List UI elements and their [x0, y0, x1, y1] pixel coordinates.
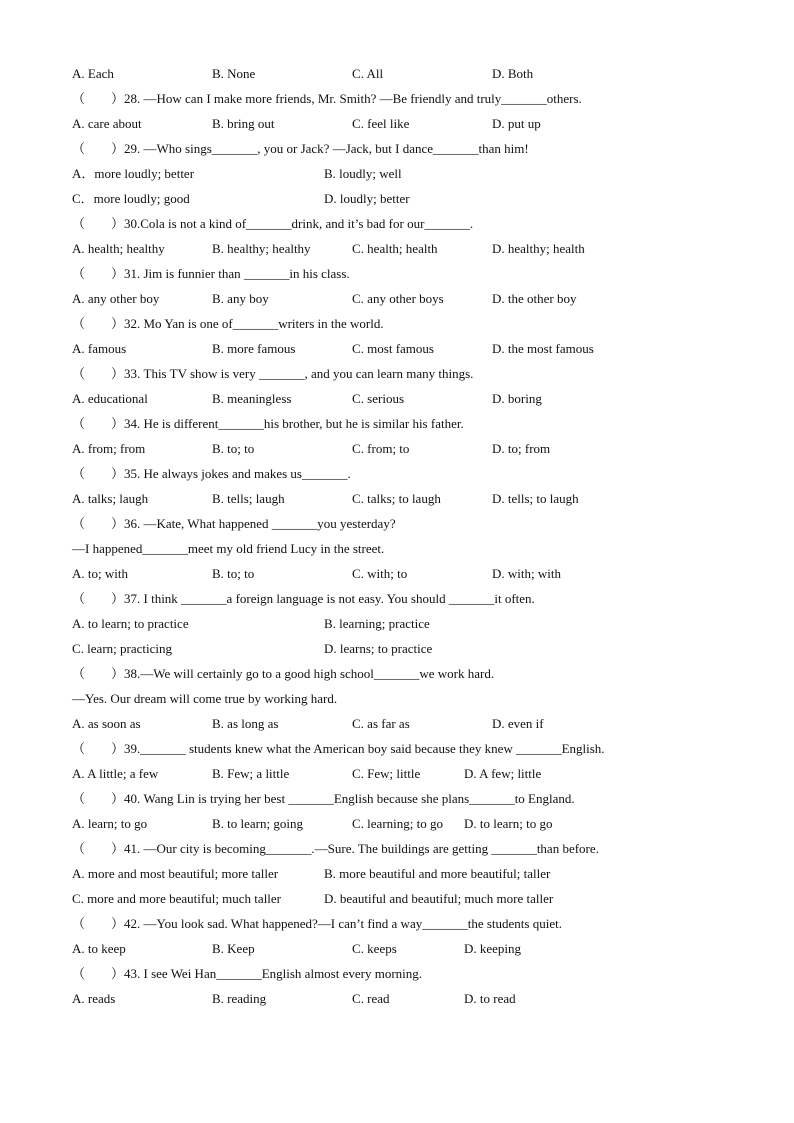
- answer-option: C. serious: [352, 391, 404, 406]
- question-text: （ ）37. I think _______a foreign language is not easy. You should _______it often.: [72, 591, 535, 606]
- answer-option: B. meaningless: [212, 391, 292, 406]
- question-line: [72, 589, 732, 609]
- question-line: [72, 964, 732, 984]
- answer-option: C. learning; to go: [352, 816, 443, 831]
- question-text: （ ）30.Cola is not a kind of_______drink, and it’s bad for our_______.: [72, 216, 474, 231]
- answer-option: D. tells; to laugh: [492, 491, 579, 506]
- answer-option: D. learns; to practice: [324, 641, 433, 656]
- options-row: [72, 814, 732, 834]
- answer-option: B. to; to: [212, 566, 255, 581]
- question-text: （ ）29. —Who sings_______, you or Jack? —Jack, but I dance_______than him!: [72, 141, 529, 156]
- answer-option: B. bring out: [212, 116, 275, 131]
- answer-option: D. A few; little: [464, 766, 542, 781]
- answer-option: C. read: [352, 991, 390, 1006]
- options-row: [72, 239, 732, 259]
- answer-option: B. to; to: [212, 441, 255, 456]
- question-line: [72, 464, 732, 484]
- answer-option: B. tells; laugh: [212, 491, 285, 506]
- answer-option: B. Keep: [212, 941, 255, 956]
- answer-option: C. All: [352, 66, 384, 81]
- question-text: （ ）38.—We will certainly go to a good high school_______we work hard.: [72, 666, 495, 681]
- question-line: [72, 664, 732, 684]
- answer-option: C. learn; practicing: [72, 641, 172, 656]
- answer-option: B. as long as: [212, 716, 279, 731]
- question-line: [72, 214, 732, 234]
- answer-option: D. beautiful and beautiful; much more taller: [324, 891, 554, 906]
- answer-option: D. keeping: [464, 941, 522, 956]
- options-row: [72, 889, 732, 909]
- options-row: [72, 564, 732, 584]
- question-continuation: [72, 689, 732, 709]
- question-line: [72, 514, 732, 534]
- question-line: [72, 414, 732, 434]
- question-line: [72, 839, 732, 859]
- answer-option: C. as far as: [352, 716, 410, 731]
- answer-option: B. more famous: [212, 341, 296, 356]
- answer-option: A. from; from: [72, 441, 146, 456]
- question-line: [72, 264, 732, 284]
- answer-option: A. to keep: [72, 941, 126, 956]
- answer-option: B. more beautiful and more beautiful; taller: [324, 866, 551, 881]
- answer-option: A. reads: [72, 991, 116, 1006]
- answer-option: A. A little; a few: [72, 766, 159, 781]
- answer-option: A. to learn; to practice: [72, 616, 189, 631]
- answer-option: C. talks; to laugh: [352, 491, 441, 506]
- answer-option: C. with; to: [352, 566, 408, 581]
- answer-option: A. any other boy: [72, 291, 160, 306]
- answer-option: C．more loudly; good: [72, 191, 190, 206]
- question-text: （ ）36. —Kate, What happened _______you yesterday?: [72, 516, 396, 531]
- options-row: [72, 64, 732, 84]
- question-text: （ ）32. Mo Yan is one of_______writers in the world.: [72, 316, 384, 331]
- answer-option: C. most famous: [352, 341, 434, 356]
- answer-option: D. with; with: [492, 566, 561, 581]
- answer-option: D. put up: [492, 116, 541, 131]
- question-line: [72, 314, 732, 334]
- question-line: [72, 139, 732, 159]
- options-row: [72, 614, 732, 634]
- answer-option: B. any boy: [212, 291, 269, 306]
- question-text: （ ）39._______ students knew what the American boy said because they knew _______English.: [72, 741, 605, 756]
- answer-option: B. None: [212, 66, 256, 81]
- options-row: [72, 989, 732, 1009]
- answer-option: D. boring: [492, 391, 542, 406]
- options-row: [72, 164, 732, 184]
- answer-option: D. the other boy: [492, 291, 577, 306]
- options-row: [72, 639, 732, 659]
- answer-option: B. learning; practice: [324, 616, 430, 631]
- options-row: [72, 389, 732, 409]
- answer-option: D. loudly; better: [324, 191, 410, 206]
- answer-option: C. feel like: [352, 116, 410, 131]
- options-row: [72, 289, 732, 309]
- answer-option: B. healthy; healthy: [212, 241, 311, 256]
- question-line: [72, 739, 732, 759]
- answer-option: D. to; from: [492, 441, 551, 456]
- answer-option: A. talks; laugh: [72, 491, 149, 506]
- question-text: （ ）28. —How can I make more friends, Mr. Smith? —Be friendly and truly_______others.: [72, 91, 582, 106]
- question-text: （ ）33. This TV show is very _______, and you can learn many things.: [72, 366, 474, 381]
- options-row: [72, 114, 732, 134]
- answer-option: D. to read: [464, 991, 516, 1006]
- question-line: [72, 914, 732, 934]
- options-row: [72, 714, 732, 734]
- options-row: [72, 189, 732, 209]
- answer-option: C. any other boys: [352, 291, 444, 306]
- options-row: [72, 339, 732, 359]
- options-row: [72, 439, 732, 459]
- answer-option: B. Few; a little: [212, 766, 290, 781]
- answer-option: A. care about: [72, 116, 142, 131]
- answer-option: C. Few; little: [352, 766, 421, 781]
- answer-option: B. loudly; well: [324, 166, 402, 181]
- answer-option: A. learn; to go: [72, 816, 148, 831]
- answer-option: A. health; healthy: [72, 241, 165, 256]
- answer-option: A．more loudly; better: [72, 166, 195, 181]
- answer-option: B. to learn; going: [212, 816, 303, 831]
- question-text: （ ）31. Jim is funnier than _______in his class.: [72, 266, 350, 281]
- answer-option: D. even if: [492, 716, 544, 731]
- question-text: （ ）40. Wang Lin is trying her best _______English because she plans_______to England.: [72, 791, 575, 806]
- question-line: [72, 89, 732, 109]
- answer-option: A. more and most beautiful; more taller: [72, 866, 279, 881]
- answer-option: D. Both: [492, 66, 534, 81]
- answer-option: A. famous: [72, 341, 127, 356]
- options-row: [72, 489, 732, 509]
- answer-option: A. as soon as: [72, 716, 141, 731]
- answer-option: C. keeps: [352, 941, 397, 956]
- answer-option: C. health; health: [352, 241, 438, 256]
- question-text: （ ）42. —You look sad. What happened?—I can’t find a way_______the students quiet.: [72, 916, 562, 931]
- question-line: [72, 364, 732, 384]
- answer-option: A. to; with: [72, 566, 128, 581]
- question-text: （ ）35. He always jokes and makes us_______.: [72, 466, 351, 481]
- answer-option: A. educational: [72, 391, 148, 406]
- answer-option: C. more and more beautiful; much taller: [72, 891, 282, 906]
- answer-option: C. from; to: [352, 441, 410, 456]
- question-text: —Yes. Our dream will come true by working hard.: [72, 691, 338, 706]
- options-row: [72, 764, 732, 784]
- question-text: （ ）43. I see Wei Han_______English almost every morning.: [72, 966, 423, 981]
- answer-option: A. Each: [72, 66, 114, 81]
- question-text: （ ）34. He is different_______his brother, but he is similar his father.: [72, 416, 464, 431]
- question-continuation: [72, 539, 732, 559]
- answer-option: D. healthy; health: [492, 241, 585, 256]
- question-text: —I happened_______meet my old friend Lucy in the street.: [72, 541, 385, 556]
- options-row: [72, 939, 732, 959]
- options-row: [72, 864, 732, 884]
- answer-option: D. to learn; to go: [464, 816, 553, 831]
- answer-option: D. the most famous: [492, 341, 594, 356]
- question-text: （ ）41. —Our city is becoming_______.—Sure. The buildings are getting _______than before.: [72, 841, 599, 856]
- question-line: [72, 789, 732, 809]
- answer-option: B. reading: [212, 991, 267, 1006]
